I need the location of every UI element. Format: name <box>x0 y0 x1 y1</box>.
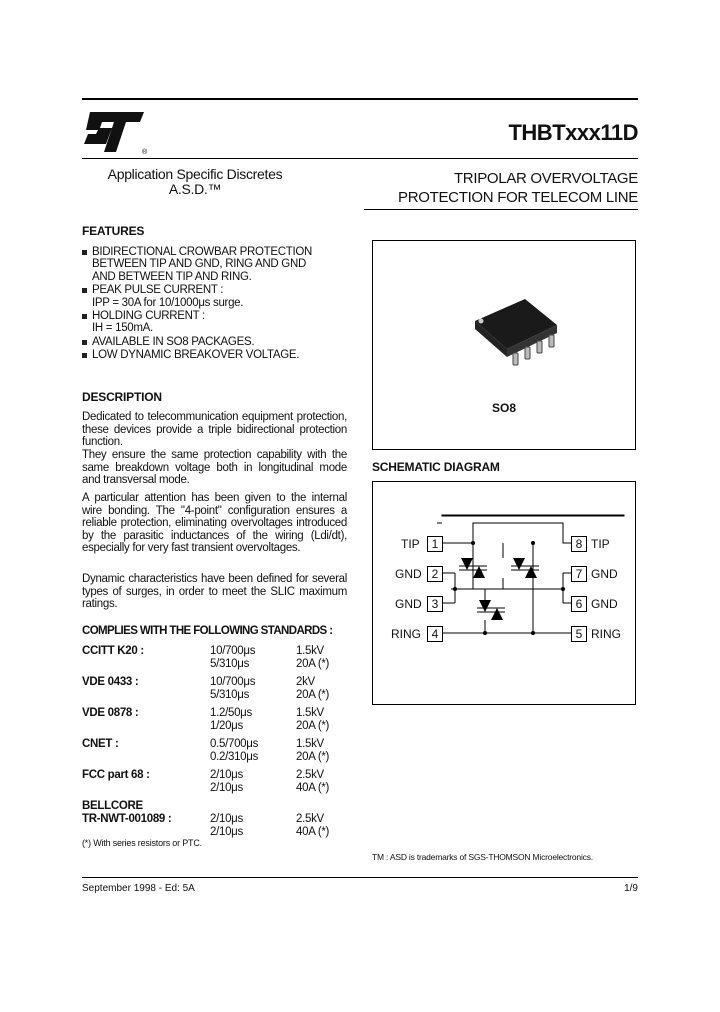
standards-footnote: (*) With series resistors or PTC. <box>82 838 202 848</box>
subheader-rule <box>82 158 638 159</box>
pin-label-right: RING <box>591 627 621 641</box>
description-p1: Dedicated to telecommunication equipment protection, these devices provide a triple bidirectional protection function. <box>82 411 347 448</box>
trademark-note: TM : ASD is trademarks of SGS-THOMSON Microelectronics. <box>372 852 593 862</box>
pin-6: 6 <box>571 596 587 612</box>
footer-date: September 1998 - Ed: 5A <box>82 883 195 894</box>
pin-label-left: GND <box>395 597 422 611</box>
bullet-icon <box>82 353 87 358</box>
title-line-1: TRIPOLAR OVERVOLTAGE <box>453 170 638 187</box>
subtitle-left-2: A.S.D.™ <box>168 181 222 197</box>
description-p3: A particular attention has been given to the internal wire bonding. The "4-point" configuration ensures a reliable protection, eliminating overvoltages introduced by the parasitic inductances of the wiring (Ldi/dt), especially for very fast transient overvoltages. <box>82 492 347 554</box>
feature-item: AVAILABLE IN SO8 PACKAGES. <box>82 336 352 348</box>
title-line-2: PROTECTION FOR TELECOM LINE <box>398 189 638 206</box>
schematic-diagram <box>373 482 635 704</box>
svg-text:®: ® <box>142 149 148 156</box>
part-number: THBTxxx11D <box>508 120 638 145</box>
feature-item: HOLDING CURRENT : IH = 150mA. <box>82 310 352 335</box>
feature-item: BIDIRECTIONAL CROWBAR PROTECTION BETWEEN TIP AND GND, RING AND GND AND BETWEEN TIP AND RING. <box>82 246 352 283</box>
so8-package-icon <box>465 291 585 381</box>
pin-8: 8 <box>571 536 587 552</box>
pin-2: 2 <box>427 566 443 582</box>
footer-rule <box>82 877 638 878</box>
pin-5: 5 <box>571 626 587 642</box>
standards-heading: COMPLIES WITH THE FOLLOWING STANDARDS : <box>82 625 333 637</box>
pin-label-right: GND <box>591 597 618 611</box>
description-heading: DESCRIPTION <box>82 390 162 404</box>
pin-label-left: TIP <box>401 537 420 551</box>
bullet-icon <box>82 314 87 319</box>
standard-row: CNET : 0.5/700μs 0.2/310μs 1.5kV 20A (*) <box>82 738 330 763</box>
pin-7: 7 <box>571 566 587 582</box>
pin-3: 3 <box>427 596 443 612</box>
schematic-heading: SCHEMATIC DIAGRAM <box>372 460 500 474</box>
header-rule <box>82 98 638 100</box>
standard-row-bellcore: BELLCORE TR-NWT-001089 : 2/10μs 2/10μs 2.5kV 40A (*) <box>82 800 330 838</box>
pin-4: 4 <box>427 626 443 642</box>
standard-row: FCC part 68 : 2/10μs 2/10μs 2.5kV 40A (*) <box>82 769 330 794</box>
pin-label-right: TIP <box>591 537 610 551</box>
bullet-icon <box>82 250 87 255</box>
package-box <box>372 240 636 450</box>
description-p2: They ensure the same protection capability with the same breakdown voltage both in longitudinal mode and transversal mode. <box>82 449 347 486</box>
pin-label-right: GND <box>591 567 618 581</box>
feature-item: LOW DYNAMIC BREAKOVER VOLTAGE. <box>82 349 352 361</box>
subtitle-left-1: Application Specific Discretes <box>107 166 283 182</box>
feature-item: PEAK PULSE CURRENT : IPP = 30A for 10/1000μs surge. <box>82 284 352 309</box>
footer-page: 1/9 <box>624 883 638 894</box>
pin-1: 1 <box>427 536 443 552</box>
description-p4: Dynamic characteristics have been defined for several types of surges, in order to meet the SLIC maximum ratings. <box>82 573 347 610</box>
pin-label-left: GND <box>395 567 422 581</box>
pin-label-left: RING <box>391 627 421 641</box>
bullet-icon <box>82 340 87 345</box>
title-rule <box>364 209 638 210</box>
standard-row: CCITT K20 : 10/700μs 5/310μs 1.5kV 20A (*) <box>82 645 330 670</box>
schematic-box <box>372 481 636 705</box>
features-heading: FEATURES <box>82 224 145 238</box>
st-logo-icon <box>82 110 152 156</box>
bullet-icon <box>82 288 87 293</box>
standards-table <box>82 645 362 840</box>
features-list <box>82 246 352 362</box>
standard-row: VDE 0878 : 1.2/50μs 1/20μs 1.5kV 20A (*) <box>82 707 330 732</box>
standard-row: VDE 0433 : 10/700μs 5/310μs 2kV 20A (*) <box>82 676 330 701</box>
package-label: SO8 <box>491 401 516 415</box>
